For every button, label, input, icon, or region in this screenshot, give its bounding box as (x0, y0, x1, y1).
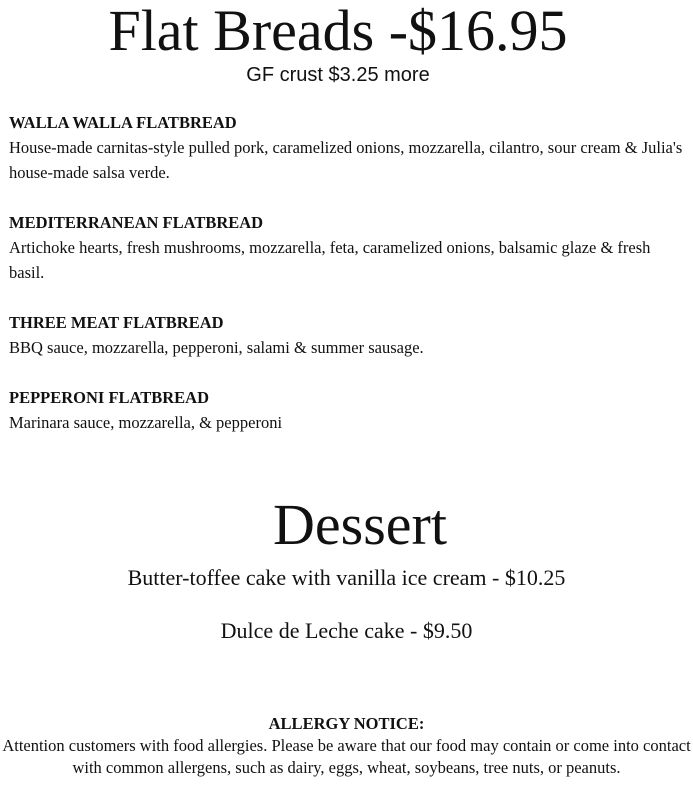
menu-item-name: MEDITERRANEAN FLATBREAD (9, 213, 264, 232)
menu-item-description: House-made carnitas-style pulled pork, caramelized onions, mozzarella, cilantro, sour cream & Julia's house-made salsa verde. (9, 138, 683, 182)
gf-crust-note: GF crust $3.25 more (246, 64, 430, 86)
menu-item-description: BBQ sauce, mozzarella, pepperoni, salami & summer sausage. (9, 338, 424, 357)
menu-item-three-meat (9, 311, 685, 360)
menu-item-name: THREE MEAT FLATBREAD (9, 313, 224, 332)
menu-item-description: Artichoke hearts, fresh mushrooms, mozzarella, feta, caramelized onions, balsamic glaze & fresh basil. (9, 238, 651, 282)
menu-item-name: PEPPERONI FLATBREAD (9, 388, 209, 407)
menu-item-description: Marinara sauce, mozzarella, & pepperoni (9, 413, 283, 432)
dessert-item: Butter-toffee cake with vanilla ice cream - $10.25 (127, 565, 566, 590)
menu-item-walla-walla (9, 111, 685, 185)
dessert-item: Dulce de Leche cake - $9.50 (220, 618, 473, 643)
allergy-notice-text: Attention customers with food allergies. Please be aware that our food may contain or come into contact with common allergens, such as dairy, eggs, wheat, soybeans, tree nuts, or peanuts. (2, 736, 691, 777)
menu-item-mediterranean (9, 211, 685, 285)
flatbreads-title: Flat Breads -$16.95 (108, 0, 568, 63)
menu-item-name: WALLA WALLA FLATBREAD (9, 113, 237, 132)
dessert-title: Dessert (273, 492, 447, 557)
allergy-notice-heading: ALLERGY NOTICE: (268, 714, 425, 733)
menu-item-pepperoni (9, 386, 685, 435)
